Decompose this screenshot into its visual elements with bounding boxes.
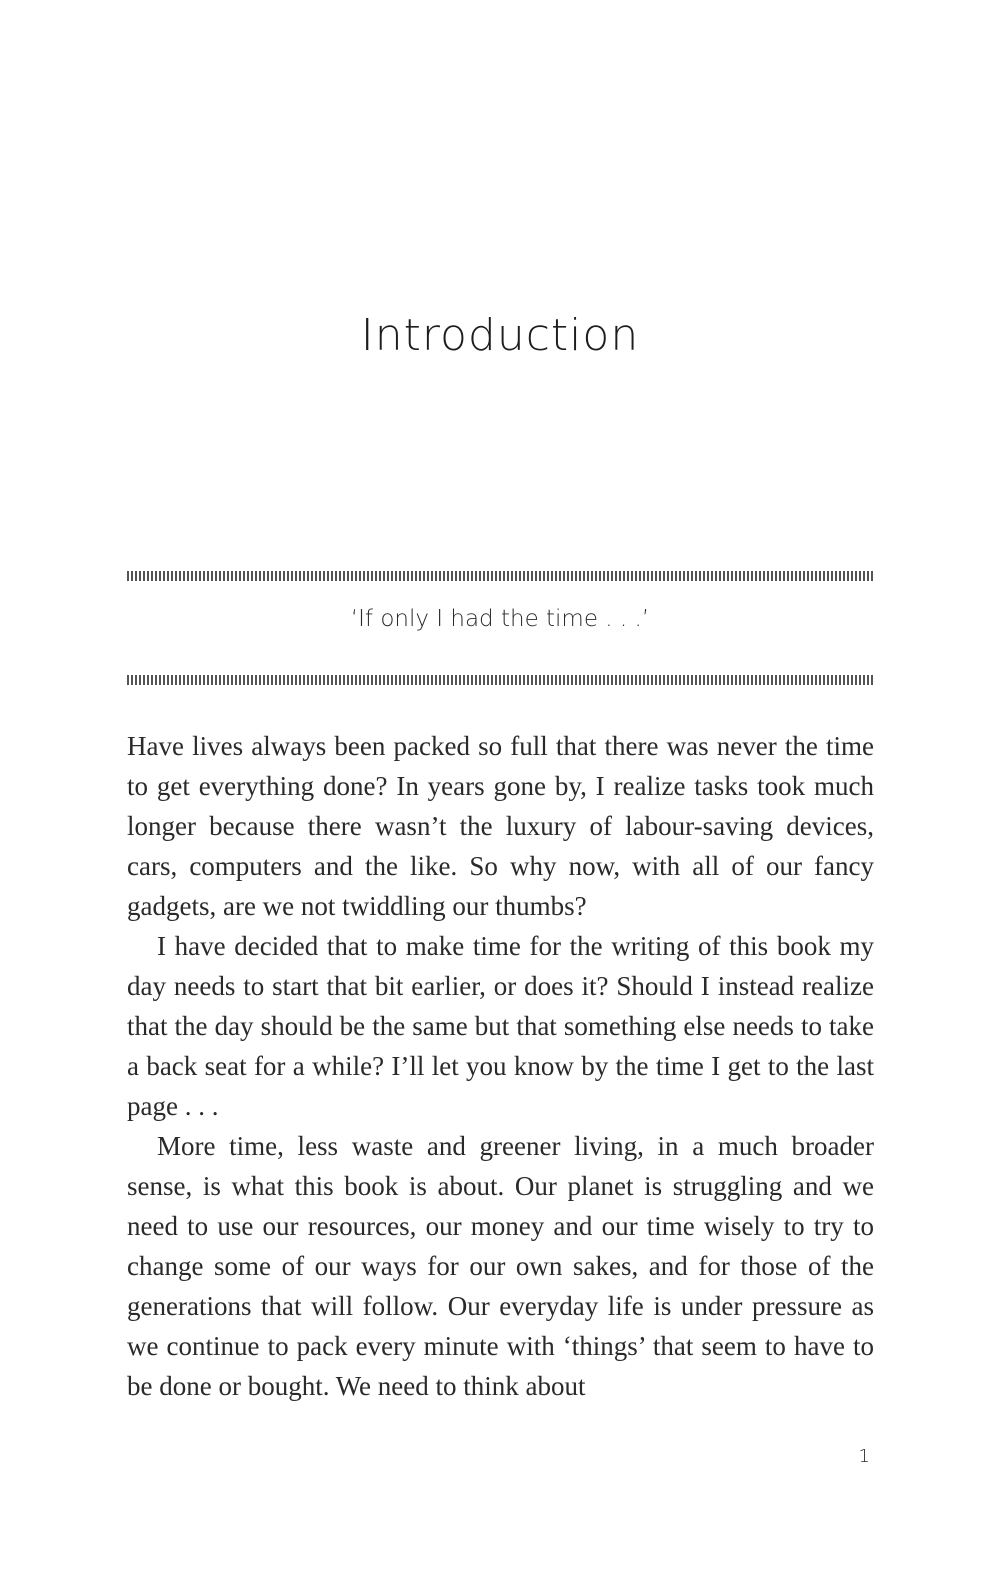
- paragraph-2: I have decided that to make time for the writing of this book my day needs to start that bit earlier, or does it? Should I instead realize that the day should be the same but that something else needs to take a back seat for a while? I’ll let you know by the time I get to the last page . . .: [127, 931, 874, 1121]
- decorative-rule-bottom: [127, 675, 874, 685]
- chapter-title: Introduction: [360, 310, 640, 361]
- page-number: 1: [858, 1446, 870, 1467]
- decorative-rule-top: [127, 571, 874, 581]
- paragraph-1: Have lives always been packed so full that there was never the time to get everything done? In years gone by, I realize tasks took much longer because there wasn’t the luxury of labour-saving devices, cars, computers and the like. So why now, with all of our fancy gadgets, are we not twiddling our thumbs?: [127, 731, 874, 921]
- epigraph: ‘If only I had the time . . .’: [350, 606, 650, 632]
- body-text: [127, 726, 874, 1406]
- paragraph-3: More time, less waste and greener living, in a much broader sense, is what this book is about. Our planet is struggling and we need to use our resources, our money and our time wisely to try to change some of our ways for our own sakes, and for those of the generations that will follow. Our everyday life is under pressure as we continue to pack every minute with ‘things’ that seem to have to be done or bought. We need to think about: [127, 1131, 874, 1401]
